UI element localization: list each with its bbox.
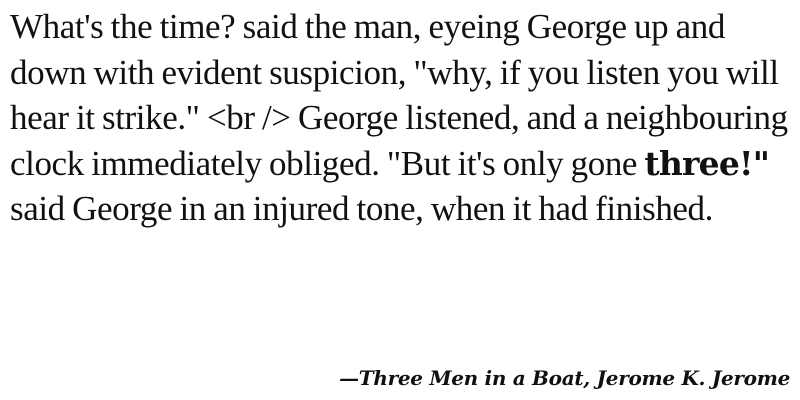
quote-emphasis: three!": [644, 143, 770, 183]
quote-paragraph: [10, 4, 796, 232]
quote-text-before: What's the time? said the man, eyeing George up and down with evident suspicion, "why, if you listen you will hear it strike." <br /> George listened, and a neighbouring clock immediately obliged. "But it's only gone: [10, 7, 788, 183]
quote-text-after: said George in an injured tone, when it had finished.: [10, 189, 714, 228]
quote-attribution: —Three Men in a Boat, Jerome K. Jerome: [339, 366, 790, 390]
